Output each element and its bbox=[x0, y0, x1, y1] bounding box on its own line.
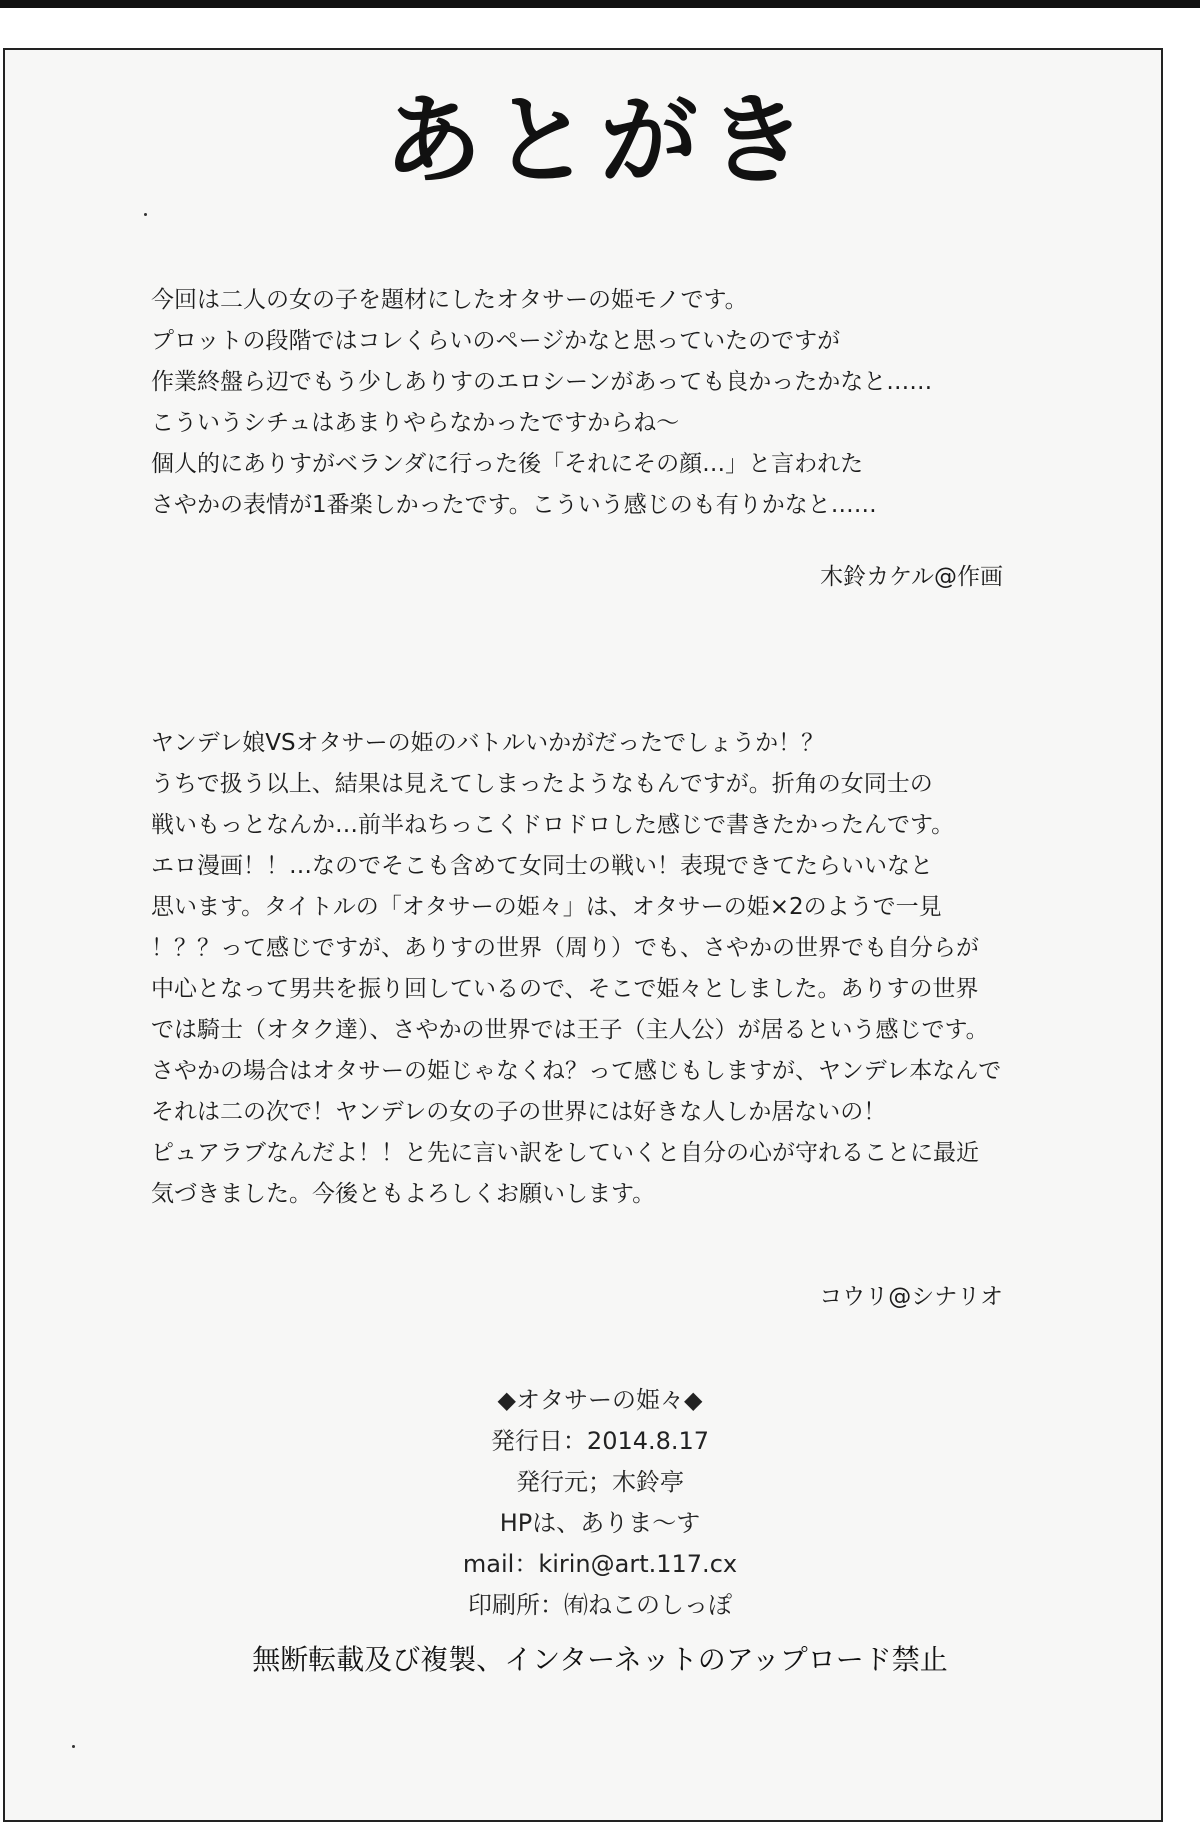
text-line: では騎士（オタク達）、さやかの世界では王子（主人公）が居るという感じです。 bbox=[151, 1017, 989, 1043]
scan-speck bbox=[144, 213, 147, 216]
afterword-scenario-block bbox=[151, 723, 1051, 1215]
text-line: ヤンデレ娘VSオタサーの姫のバトルいかがだったでしょうか！？ bbox=[151, 730, 825, 756]
text-line: さやかの場合はオタサーの姫じゃなくね？って感じもしますが、ヤンデレ本なんで bbox=[151, 1058, 1002, 1084]
text-line: 中心となって男共を振り回しているので、そこで姫々としました。ありすの世界 bbox=[151, 976, 979, 1002]
text-line: それは二の次で！ヤンデレの女の子の世界には好きな人しか居ないの！ bbox=[151, 1099, 887, 1125]
text-line: 作業終盤ら辺でもう少しありすのエロシーンがあっても良かったかなと…… bbox=[151, 369, 933, 395]
artist-signature: 木鈴カケル@作画 bbox=[820, 564, 1003, 590]
text-line: プロットの段階ではコレくらいのページかなと思っていたのですが bbox=[151, 328, 841, 354]
contact-mail: mail：kirin@art.117.cx bbox=[462, 1550, 738, 1578]
scan-speck bbox=[72, 1745, 75, 1748]
page-title: あとがき bbox=[383, 84, 816, 198]
text-line: こういうシチュはあまりやらなかったですからね～ bbox=[151, 410, 680, 436]
text-line: ！？？って感じですが、ありすの世界（周り）でも、さやかの世界でも自分らが bbox=[151, 935, 979, 961]
issue-date: 発行日：2014.8.17 bbox=[490, 1427, 710, 1455]
copyright-notice: 無断転載及び複製、インターネットのアップロード禁止 bbox=[252, 1643, 948, 1676]
text-line: さやかの表情が1番楽しかったです。こういう感じのも有りかなと…… bbox=[151, 492, 877, 518]
text-line: 戦いもっとなんか…前半ねちっこくドロドロした感じで書きたかったんです。 bbox=[151, 812, 955, 838]
colophon bbox=[0, 1380, 1200, 1626]
book-title: ◆オタサーの姫々◆ bbox=[497, 1386, 703, 1414]
scenario-signature: コウリ@シナリオ bbox=[819, 1284, 1003, 1310]
afterword-artist-block bbox=[151, 280, 1051, 526]
text-line: 今回は二人の女の子を題材にしたオタサーの姫モノです。 bbox=[151, 287, 748, 313]
text-line: エロ漫画！！…なのでそこも含めて女同士の戦い！表現できてたらいいなと bbox=[151, 853, 933, 879]
text-line: 思います。タイトルの「オタサーの姫々」は、オタサーの姫×2のようで一見 bbox=[151, 894, 942, 920]
text-line: ピュアラブなんだよ！！と先に言い訳をしていくと自分の心が守れることに最近 bbox=[151, 1140, 979, 1166]
text-line: 気づきました。今後ともよろしくお願いします。 bbox=[151, 1181, 656, 1207]
homepage-note: HPは、ありま～す bbox=[499, 1509, 701, 1537]
publisher: 発行元；木鈴亭 bbox=[516, 1468, 684, 1496]
top-edge-bar bbox=[0, 0, 1200, 8]
text-line: うちで扱う以上、結果は見えてしまったようなもんですが。折角の女同士の bbox=[151, 771, 933, 797]
printer: 印刷所：㈲ねこのしっぽ bbox=[468, 1591, 732, 1619]
text-line: 個人的にありすがベランダに行った後「それにその顔…」と言われた bbox=[151, 451, 864, 477]
